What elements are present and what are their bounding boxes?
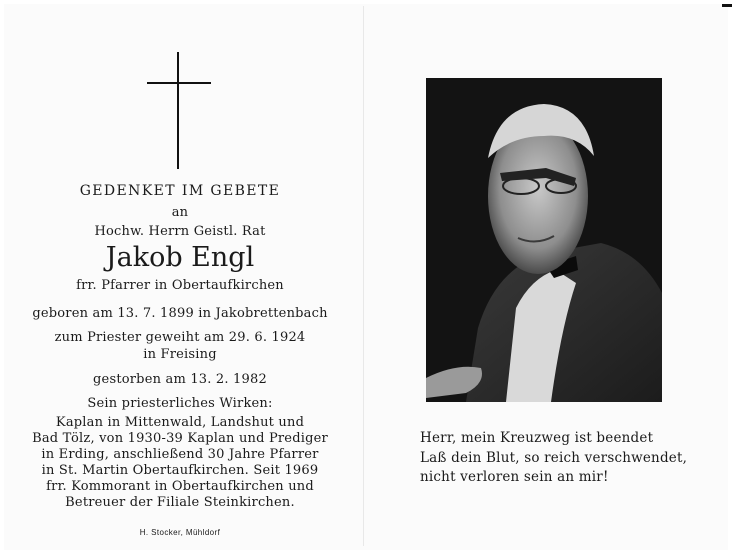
an-text: an [171,205,189,220]
work-heading: Sein priesterliches Wirken: [87,396,273,411]
work-line: Betreuer der Filiale Steinkirchen. [65,495,295,510]
verse-line: Herr, mein Kreuzweg ist beendet [420,430,654,446]
title-line: Hochw. Herrn Geistl. Rat [94,224,266,239]
work-line: frr. Kommorant in Obertaufkirchen und [46,479,314,494]
work-line: in St. Martin Obertaufkirchen. Seit 1969 [41,463,319,478]
verse-line: nicht verloren sein an mir! [420,469,609,485]
printer-credit: H. Stocker, Mühldorf [139,528,221,537]
work-line: Kaplan in Mittenwald, Landshut und [55,415,305,430]
ordained-place: in Freising [143,347,217,362]
fold-line [363,6,364,546]
corner-mark [722,4,732,7]
position-line: frr. Pfarrer in Obertaufkirchen [76,278,284,293]
born-line: geboren am 13. 7. 1899 in Jakobrettenbach [32,306,328,321]
ordained-line: zum Priester geweiht am 29. 6. 1924 [54,330,306,345]
work-line: in Erding, anschließend 30 Jahre Pfarrer [41,447,319,462]
died-line: gestorben am 13. 2. 1982 [93,372,267,387]
heading: GEDENKET IM GEBETE [79,183,281,199]
deceased-name: Jakob Engl [105,242,255,273]
verse-line: Laß dein Blut, so reich verschwendet, [420,450,688,466]
portrait-photo [426,78,662,402]
work-line: Bad Tölz, von 1930-39 Kaplan und Prediger [32,431,328,446]
